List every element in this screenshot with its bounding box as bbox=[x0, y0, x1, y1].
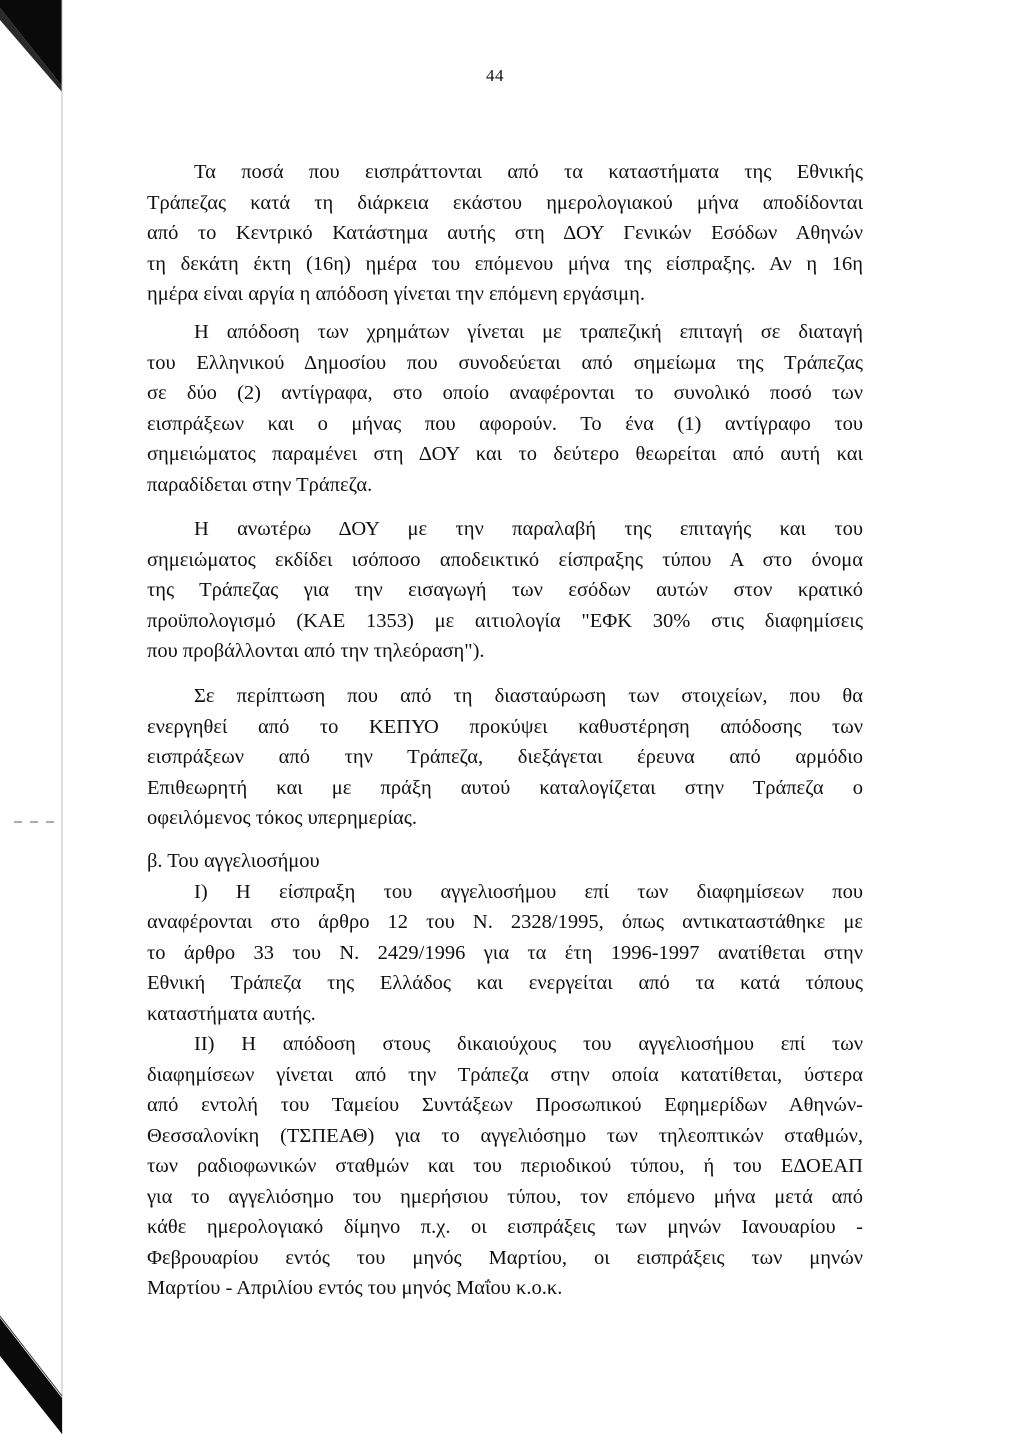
paragraph-line: από το Κεντρικό Κατάστημα αυτής στη ΔΟΥ Γενικών Εσόδων Αθηνών bbox=[147, 222, 863, 244]
paragraph-line: καταστήματα αυτής. bbox=[147, 1002, 316, 1025]
paragraph-line: εισπράξεων από την Τράπεζα, διεξάγεται έρευνα από αρμόδιο bbox=[147, 746, 863, 768]
paragraph-4 bbox=[147, 681, 863, 834]
paragraph-line: που προβάλλονται από την τηλεόραση"). bbox=[147, 640, 485, 662]
page-number: 44 bbox=[486, 66, 504, 85]
paragraph-line: Θεσσαλονίκη (ΤΣΠΕΑΘ) για το αγγελιόσημο των τηλεοπτικών σταθμών, bbox=[147, 1124, 863, 1147]
paragraph-line: ημέρα είναι αργία η απόδοση γίνεται την επόμενη εργάσιμη. bbox=[147, 283, 645, 305]
paragraph-line: Η απόδοση των χρημάτων γίνεται με τραπεζική επιταγή σε διαταγή bbox=[194, 321, 863, 343]
paragraph-line: ενεργηθεί από το ΚΕΠΥΟ προκύψει καθυστέρηση απόδοσης των bbox=[147, 715, 863, 738]
paragraph-2 bbox=[147, 317, 863, 500]
paragraph-line: προϋπολογισμό (ΚΑΕ 1353) με αιτιολογία "ΕΦΚ 30% στις διαφημίσεις bbox=[147, 609, 863, 632]
section-heading: β. Του αγγελιοσήμου bbox=[147, 850, 320, 872]
paragraph-line: Τράπεζας κατά τη διάρκεια εκάστου ημερολογιακού μήνα αποδίδονται bbox=[147, 191, 863, 214]
paragraph-1 bbox=[147, 157, 863, 310]
paragraph-line: σε δύο (2) αντίγραφα, στο οποίο αναφέρονται το συνολικό ποσό των bbox=[147, 382, 863, 404]
paragraph-line: Τα ποσά που εισπράττονται από τα καταστήματα της Εθνικής bbox=[194, 161, 863, 183]
paragraph-line: αναφέρονται στο άρθρο 12 του Ν. 2328/1995, όπως αντικαταστάθηκε με bbox=[147, 911, 863, 933]
paragraph-line: Επιθεωρητή και με πράξη αυτού καταλογίζεται στην Τράπεζα ο bbox=[147, 776, 863, 799]
paragraph-line: οφειλόμενος τόκος υπερημερίας. bbox=[147, 807, 418, 829]
paragraph-line: Φεβρουαρίου εντός του μηνός Μαρτίου, οι εισπράξεις των μηνών bbox=[147, 1246, 863, 1269]
paragraph-line: σημειώματος παραμένει στη ΔΟΥ και το δεύτερο θεωρείται από αυτή και bbox=[147, 443, 863, 465]
paragraph-line: Σε περίπτωση που από τη διασταύρωση των στοιχείων, που θα bbox=[194, 685, 863, 707]
paragraph-line: διαφημίσεων γίνεται από την Τράπεζα στην οποία κατατίθεται, ύστερα bbox=[147, 1063, 863, 1086]
paragraph-line: εισπράξεων και ο μήνας που αφορούν. Το ένα (1) αντίγραφο του bbox=[147, 412, 863, 435]
paragraph-line: Εθνική Τράπεζα της Ελλάδος και ενεργείται από τα κατά τόπους bbox=[147, 972, 863, 994]
paragraph-line: τη δεκάτη έκτη (16η) ημέρα του επόμενου μήνα της είσπραξης. Αν η 16η bbox=[147, 252, 863, 275]
paragraph-3 bbox=[147, 514, 863, 667]
paragraph-line: του Ελληνικού Δημοσίου που συνοδεύεται από σημείωμα της Τράπεζας bbox=[147, 351, 863, 374]
paragraph-line: παραδίδεται στην Τράπεζα. bbox=[147, 473, 373, 496]
paragraph-line: Ι) Η είσπραξη του αγγελιοσήμου επί των διαφημίσεων που bbox=[194, 880, 863, 903]
paragraph-line: για το αγγελιόσημο του ημερήσιου τύπου, τον επόμενο μήνα μετά από bbox=[147, 1185, 863, 1208]
paragraph-line: το άρθρο 33 του Ν. 2429/1996 για τα έτη 1996-1997 ανατίθεται στην bbox=[147, 941, 863, 964]
section-b-aggeliosimo bbox=[147, 846, 863, 1304]
paragraph-line: ΙΙ) Η απόδοση στους δικαιούχους του αγγελιοσήμου επί των bbox=[194, 1033, 863, 1055]
paragraph-line: των ραδιοφωνικών σταθμών και του περιοδικού τύπου, ή του ΕΔΟΕΑΠ bbox=[147, 1155, 863, 1177]
paragraph-line: της Τράπεζας για την εισαγωγή των εσόδων αυτών στον κρατικό bbox=[147, 579, 863, 601]
paragraph-line: από εντολή του Ταμείου Συντάξεων Προσωπικού Εφημερίδων Αθηνών- bbox=[147, 1094, 863, 1116]
paragraph-line: Μαρτίου - Απριλίου εντός του μηνός Μαΐου κ.ο.κ. bbox=[147, 1277, 563, 1299]
paragraph-line: σημειώματος εκδίδει ισόποσο αποδεικτικό είσπραξης τύπου Α στο όνομα bbox=[147, 548, 863, 571]
paragraph-line: κάθε ημερολογιακό δίμηνο π.χ. οι εισπράξεις των μηνών Ιανουαρίου - bbox=[147, 1216, 863, 1238]
paragraph-line: Η ανωτέρω ΔΟΥ με την παραλαβή της επιταγής και του bbox=[194, 518, 863, 540]
